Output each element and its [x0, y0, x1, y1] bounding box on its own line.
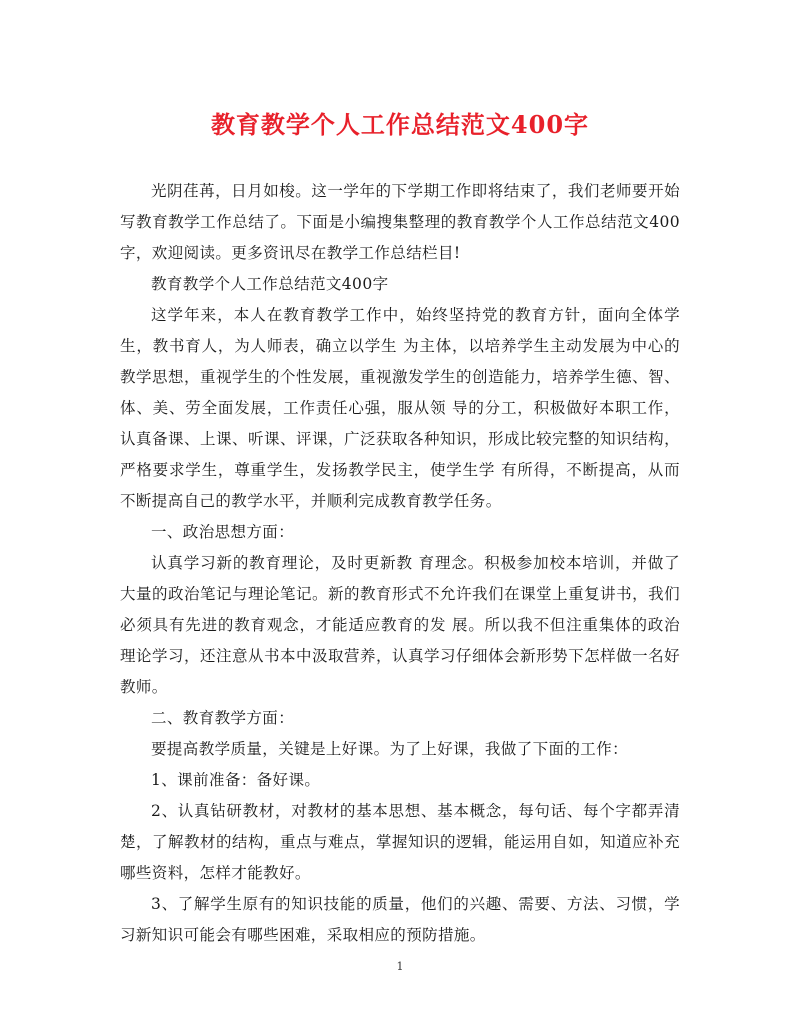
list-item-2: 2、认真钻研教材，对教材的基本思想、基本概念，每句话、每个字都弄清楚，了解教材的结构，重点与难点，掌握知识的逻辑，能运用自如，知道应补充哪些资料，怎样才能教好。	[120, 802, 680, 882]
list-item-1: 1、课前准备：备好课。	[151, 771, 321, 789]
section-heading-teaching: 二、教育教学方面：	[151, 709, 295, 727]
document-body	[120, 176, 680, 951]
list-item-3: 3、了解学生原有的知识技能的质量，他们的兴趣、需要、方法、习惯，学习新知识可能会有哪些困难，采取相应的预防措施。	[120, 895, 680, 944]
paragraph-subtitle: 教育教学个人工作总结范文400字	[151, 275, 389, 293]
paragraph-teaching-intro: 要提高教学质量，关键是上好课。为了上好课，我做了下面的工作：	[151, 740, 629, 758]
paragraph-overview: 这学年来，本人在教育教学工作中，始终坚持党的教育方针，面向全体学生，教书育人，为人师表，确立以学生 为主体，以培养学生主动发展为中心的教学思想，重视学生的个性发展，重视激发学生的创造能力，培养学生德、智、体、美、劳全面发展，工作责任心强，服从领 导的分工，积极做好本职工作，认真备课、上课、听课、评课，广泛获取各种知识，形成比较完整的知识结构，严格要求学生，尊重学生，发扬教学民主，使学生学 有所得，不断提高，从而不断提高自己的教学水平，并顺利完成教育教学任务。	[120, 306, 680, 510]
page-number: 1	[396, 960, 404, 973]
paragraph-intro: 光阴荏苒，日月如梭。这一学年的下学期工作即将结束了，我们老师要开始写教育教学工作总结了。下面是小编搜集整理的教育教学个人工作总结范文400字，欢迎阅读。更多资讯尽在教学工作总结栏目!	[120, 182, 680, 262]
paragraph-political: 认真学习新的教育理论，及时更新教 育理念。积极参加校本培训，并做了大量的政治笔记与理论笔记。新的教育形式不允许我们在课堂上重复讲书，我们必须具有先进的教育观念，才能适应教育的发 展。所以我不但注重集体的政治理论学习，还注意从书本中汲取营养，认真学习仔细体会新形势下怎样做一名好教师。	[120, 554, 680, 696]
document-title: 教育教学个人工作总结范文400字	[210, 110, 590, 139]
section-heading-political: 一、政治思想方面：	[151, 523, 295, 541]
